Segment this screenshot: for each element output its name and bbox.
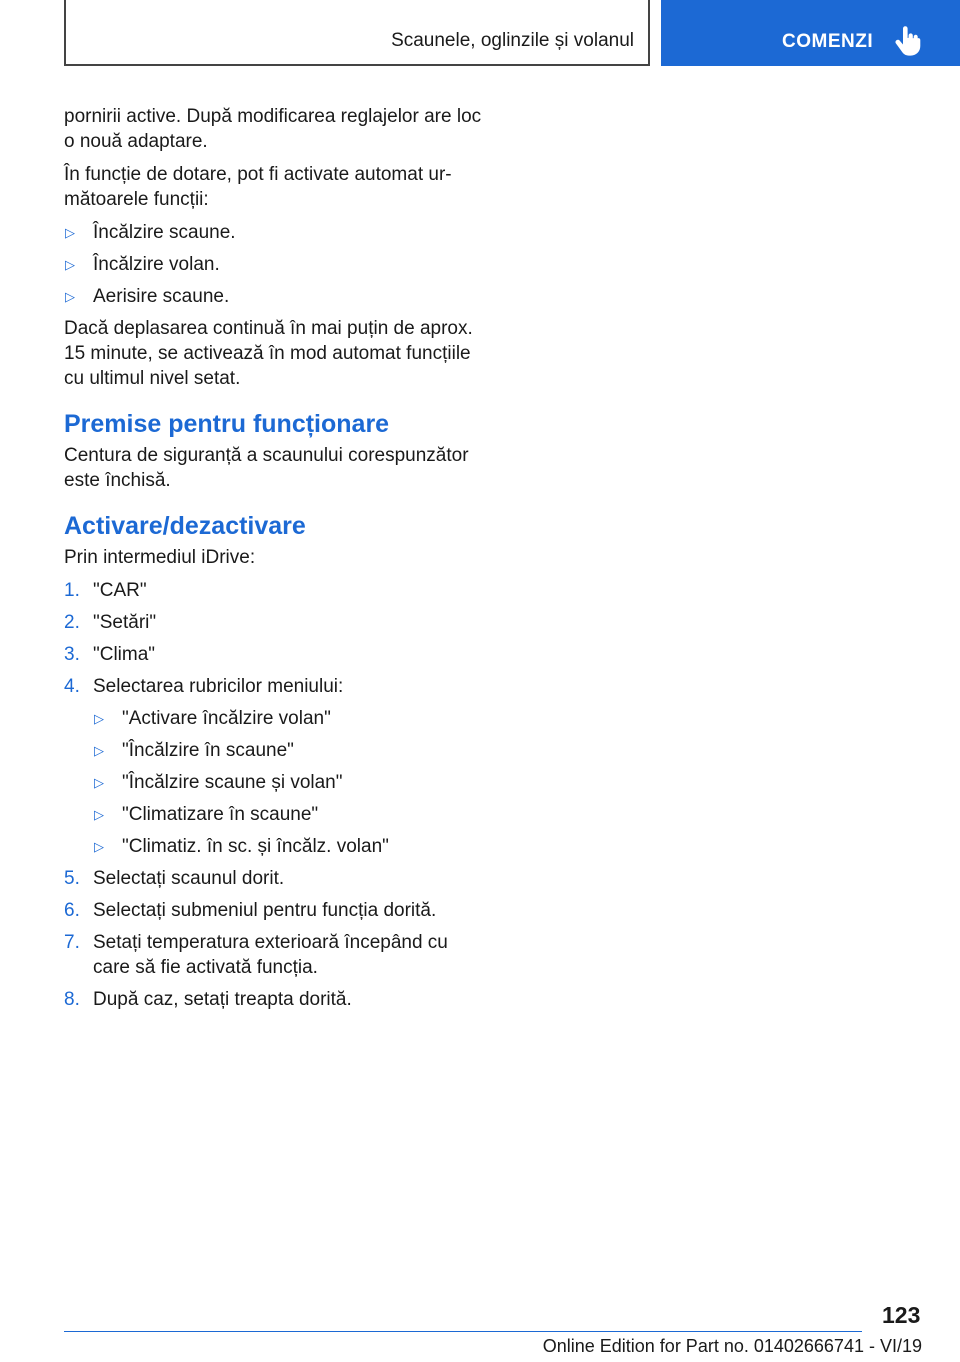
triangle-bullet-icon: ▷ (65, 225, 75, 240)
triangle-bullet-icon: ▷ (94, 775, 104, 790)
prerequisites-text: Centura de siguranță a scaunului corespunzător este închisă. (64, 445, 469, 491)
triangle-bullet-icon: ▷ (65, 289, 75, 304)
intro-paragraph-2: În funcție de dotare, pot fi activate automat următoarele funcții: (64, 164, 452, 210)
step-item: 2. "Setări" (64, 612, 157, 633)
sub-list-item: ▷ "Încălzire în scaune" (94, 740, 294, 761)
sub-list-item: ▷ "Climatizare în scaune" (94, 804, 319, 825)
section-title: COMENZI (782, 31, 874, 52)
sub-list-item: ▷ "Climatiz. în sc. și încălz. volan" (94, 836, 389, 857)
main-content (64, 104, 484, 1019)
activation-intro: Prin intermediul iDrive: (64, 547, 256, 568)
step-item: 6. Selectați submeniul pentru funcția dorită. (64, 900, 437, 921)
triangle-bullet-icon: ▷ (94, 839, 104, 854)
step-item: 1. "CAR" (64, 580, 147, 601)
triangle-bullet-icon: ▷ (94, 743, 104, 758)
footer-edition: Online Edition for Part no. 01402666741 - VI/19 (542, 1336, 922, 1356)
triangle-bullet-icon: ▷ (94, 711, 104, 726)
list-item: ▷ Încălzire volan. (65, 254, 220, 275)
step-item: 8. După caz, setați treapta dorită. (64, 989, 352, 1010)
section-heading-prerequisites: Premise pentru funcționare (64, 410, 390, 438)
step-item: 5. Selectați scaunul dorit. (64, 868, 285, 889)
header-section-tab[interactable] (661, 0, 960, 66)
header-chapter-box (64, 0, 650, 66)
step-item: 3. "Clima" (64, 644, 156, 665)
section-heading-activation: Activare/dezactivare (64, 512, 306, 540)
chapter-title: Scaunele, oglinzile și volanul (391, 30, 634, 51)
page-number: 123 (882, 1302, 921, 1328)
list-item: ▷ Aerisire scaune. (65, 286, 230, 307)
triangle-bullet-icon: ▷ (65, 257, 75, 272)
footer-divider (64, 1331, 862, 1332)
sub-list-item: ▷ "Încălzire scaune și volan" (94, 772, 343, 793)
triangle-bullet-icon: ▷ (94, 807, 104, 822)
intro-paragraph-1: pornirii active. După modificarea reglajelor are loc o nouă adaptare. (64, 106, 482, 152)
sub-list-item: ▷ "Activare încălzire volan" (94, 708, 331, 729)
step-item: 4. Selectarea rubricilor meniului: (64, 676, 344, 697)
hand-pointer-icon (895, 26, 921, 56)
intro-paragraph-3: Dacă deplasarea continuă în mai puțin de aprox. 15 minute, se activează în mod automat funcțiile cu ultimul nivel setat. (64, 318, 473, 389)
list-item: ▷ Încălzire scaune. (65, 222, 236, 243)
step-item: 7. Setați temperatura exterioară începând cu care să fie activată funcția. (64, 932, 448, 978)
